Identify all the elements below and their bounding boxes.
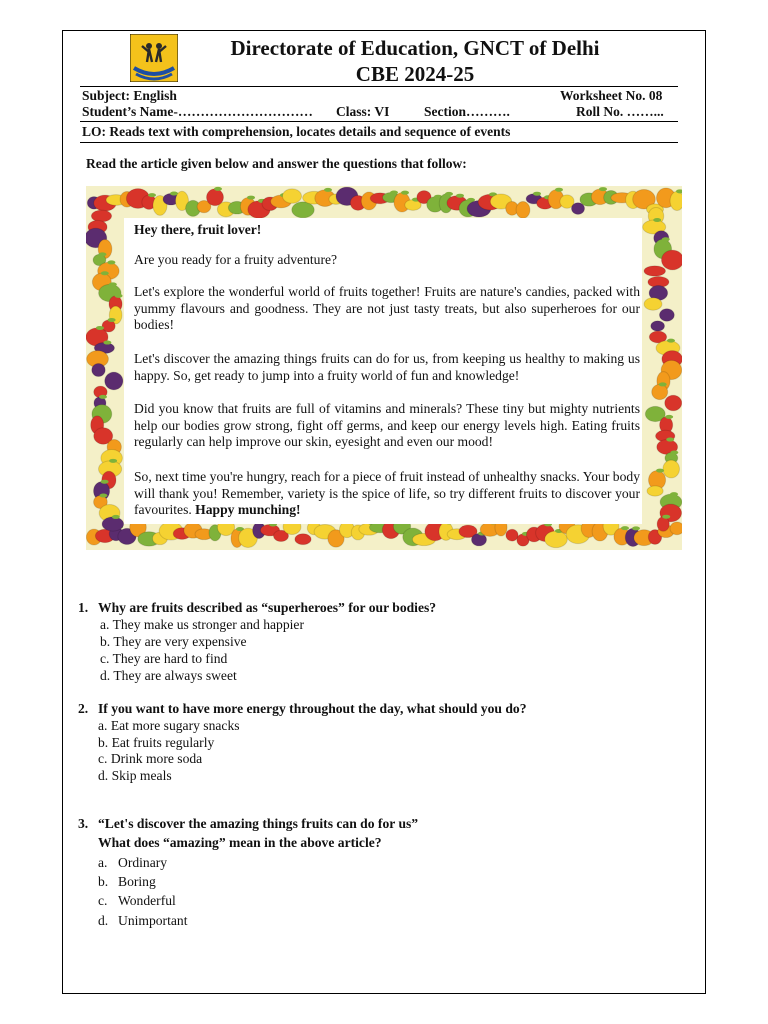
- divider: [80, 121, 678, 122]
- fruit-icon: [295, 534, 311, 545]
- answer-option: b. They are very expensive: [100, 634, 247, 649]
- leaf-icon: [96, 326, 104, 330]
- leaf-icon: [103, 341, 111, 345]
- option-letter: a.: [98, 855, 108, 870]
- option-letter: c.: [98, 893, 108, 908]
- leaf-icon: [98, 252, 106, 256]
- answer-option: d. They are always sweet: [100, 668, 237, 683]
- leaf-icon: [101, 480, 109, 484]
- leaf-icon: [108, 318, 116, 322]
- page-subtitle: CBE 2024-25: [355, 62, 475, 86]
- leaf-icon: [665, 415, 673, 419]
- fruit-icon: [506, 529, 518, 541]
- article-paragraph: Let's discover the amazing things fruits can do for us, from keeping us healthy to making us happy. So, get ready to jump into a fruity world of fun and knowledge!: [134, 351, 640, 383]
- fruit-icon: [652, 384, 668, 399]
- article-greeting: Hey there, fruit lover!: [134, 222, 262, 237]
- leaf-icon: [109, 282, 117, 286]
- article-box: [124, 218, 642, 524]
- leaf-icon: [533, 192, 541, 196]
- fruit-icon: [282, 189, 301, 203]
- divider: [80, 142, 678, 143]
- fruit-icon: [644, 266, 665, 276]
- question-number: 3.: [78, 816, 89, 831]
- answer-option: [98, 913, 187, 929]
- article-paragraph: Did you know that fruits are full of vitamins and minerals? These tiny but mighty nutrients help our bodies grow strong, fight off germs, and keep our energy levels high. Eating fruits regularly can help improve our skin, eyesight and even our mood!: [134, 401, 640, 450]
- leaf-icon: [99, 395, 107, 399]
- leaf-icon: [112, 515, 120, 519]
- leaf-icon: [456, 194, 464, 198]
- answer-option: [98, 893, 176, 909]
- leaf-icon: [99, 494, 107, 498]
- leaf-icon: [599, 187, 607, 191]
- divider: [80, 86, 678, 87]
- learning-outcome: LO: Reads text with comprehension, locates details and sequence of events: [82, 124, 511, 139]
- option-label: Wonderful: [118, 893, 176, 908]
- leaf-icon: [109, 459, 117, 463]
- leaf-icon: [390, 190, 398, 194]
- fruit-icon: [663, 460, 680, 478]
- leaf-icon: [662, 515, 670, 519]
- leaf-icon: [555, 188, 563, 192]
- fruit-icon: [516, 201, 530, 218]
- leaf-icon: [401, 191, 409, 195]
- leaf-icon: [659, 382, 667, 386]
- fruit-icon: [644, 298, 662, 310]
- leaf-icon: [115, 294, 123, 298]
- answer-option: a. They make us stronger and happier: [100, 617, 304, 632]
- fruit-icon: [659, 309, 674, 321]
- directorate-logo: [130, 34, 178, 82]
- instruction: Read the article given below and answer the questions that follow:: [86, 156, 467, 171]
- question-text: “Let's discover the amazing things fruits can do for us”: [98, 816, 419, 831]
- leaf-icon: [107, 260, 115, 264]
- option-letter: b.: [98, 874, 109, 889]
- leaf-icon: [101, 271, 109, 275]
- article-paragraph: Let's explore the wonderful world of fruits together! Fruits are nature's candies, packed with yummy flavours and goodness. They are not just tasty treats, but also superheroes for our bodies!: [134, 284, 640, 333]
- question-text: Why are fruits described as “superheroes” for our bodies?: [98, 600, 437, 615]
- fruit-icon: [105, 372, 123, 390]
- leaf-icon: [667, 339, 675, 343]
- fruit-icon: [102, 517, 124, 531]
- answer-option: [98, 874, 156, 890]
- option-label: Boring: [118, 874, 156, 889]
- article-closing: Happy munching!: [195, 502, 301, 518]
- question-number: 1.: [78, 600, 89, 615]
- fruit-icon: [670, 191, 682, 210]
- leaf-icon: [670, 492, 678, 496]
- question-subtext: What does “amazing” mean in the above article?: [98, 835, 382, 850]
- article-paragraph: [134, 469, 640, 519]
- fruit-icon: [670, 522, 682, 535]
- answer-option: a. Eat more sugary snacks: [98, 718, 240, 733]
- answer-option: c. Drink more soda: [98, 751, 203, 766]
- answer-option: b. Eat fruits regularly: [98, 735, 215, 750]
- leaf-icon: [632, 526, 640, 530]
- page-title: Directorate of Education, GNCT of Delhi: [230, 36, 600, 60]
- article-paragraph: Are you ready for a fruity adventure?: [134, 252, 338, 267]
- question-number: 2.: [78, 701, 89, 716]
- leaf-icon: [653, 218, 661, 222]
- leaf-icon: [621, 526, 629, 530]
- question-text: If you want to have more energy throughout the day, what should you do?: [98, 701, 527, 716]
- option-letter: d.: [98, 913, 109, 928]
- answer-option: c. They are hard to find: [100, 651, 228, 666]
- leaf-icon: [214, 187, 222, 191]
- class-label: Class: VI: [336, 104, 390, 119]
- leaf-icon: [445, 192, 453, 196]
- worksheet-number: Worksheet No. 08: [560, 88, 663, 103]
- leaf-icon: [148, 193, 156, 197]
- option-label: Ordinary: [118, 855, 168, 870]
- fruit-icon: [657, 517, 669, 532]
- section-field: Section……….: [424, 104, 510, 119]
- leaf-icon: [656, 469, 664, 473]
- fruit-icon: [91, 210, 111, 222]
- fruit-icon: [661, 250, 682, 270]
- leaf-icon: [247, 196, 255, 200]
- fruit-icon: [92, 363, 105, 376]
- leaf-icon: [324, 188, 332, 192]
- answer-option: [98, 855, 167, 871]
- article-paragraph-text: So, next time you're hungry, reach for a piece of fruit instead of unhealthy snacks. Your body will thank you! Remember, variety is the spice of life, so try different fruits to discover your favourites.: [134, 469, 640, 518]
- roll-number-field: Roll No. ……...: [576, 104, 664, 119]
- fruit-icon: [647, 486, 663, 496]
- subject-label: Subject: English: [82, 88, 177, 103]
- option-label: Unimportant: [118, 913, 188, 928]
- fruit-icon: [651, 321, 665, 331]
- leaf-icon: [670, 450, 678, 454]
- answer-option: d. Skip meals: [98, 768, 172, 783]
- student-name-field: Student’s Name-…………………………: [82, 104, 313, 119]
- fruit-icon: [665, 395, 682, 410]
- leaf-icon: [666, 438, 674, 442]
- leaf-icon: [662, 237, 670, 241]
